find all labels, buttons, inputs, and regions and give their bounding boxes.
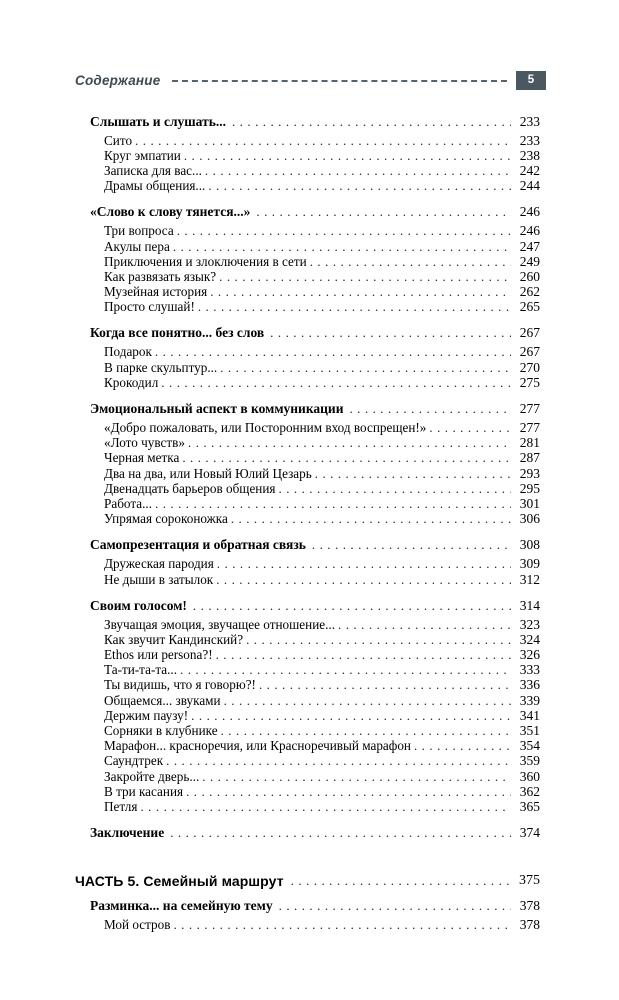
toc-row[interactable] [0, 663, 619, 678]
toc-row[interactable] [0, 148, 619, 163]
toc-row[interactable] [0, 739, 619, 754]
toc-entry-page-number: 333 [519, 662, 540, 678]
toc-entry-label: Как развязать язык? [104, 268, 217, 284]
dot-leader [220, 360, 511, 376]
dot-leader [173, 239, 511, 255]
toc-entry-page-number: 309 [519, 556, 540, 572]
dot-leader [338, 617, 511, 633]
dot-leader [202, 769, 511, 785]
toc-row[interactable] [0, 360, 619, 375]
toc-entry-page-number: 244 [519, 178, 540, 194]
toc-row[interactable] [0, 572, 619, 587]
toc-entry-label: Саундтрек [104, 753, 164, 769]
toc-entry-page-number: 324 [519, 631, 540, 647]
dot-leader [232, 114, 511, 130]
toc-entry-label: Закройте дверь... [104, 768, 200, 784]
toc-entry-page-number: 295 [519, 480, 540, 496]
dot-leader [182, 450, 511, 466]
toc-entry-label: Ты видишь, что я говорю?! [104, 677, 256, 693]
toc-row[interactable] [0, 163, 619, 178]
toc-entry-page-number: 314 [519, 597, 540, 613]
toc-row[interactable] [0, 345, 619, 360]
dot-leader [186, 784, 511, 800]
toc-entry-label: Звучащая эмоция, звучащее отношение... [104, 616, 336, 632]
toc-row[interactable] [0, 648, 619, 663]
toc-row[interactable] [0, 254, 619, 269]
toc-entry-label: Сито [104, 132, 133, 148]
toc-entry-label: Заключение [90, 825, 165, 841]
toc-entry-page-number: 351 [519, 723, 540, 739]
toc-entry-label: Не дыши в затылок [104, 571, 214, 587]
toc-row[interactable] [0, 436, 619, 451]
toc-row[interactable] [0, 918, 619, 933]
dot-leader [349, 401, 511, 417]
dot-leader [140, 799, 511, 815]
toc-entry-label: Упрямая сороконожка [104, 511, 228, 527]
dot-leader [208, 178, 511, 194]
toc-row[interactable] [0, 723, 619, 738]
dot-leader [219, 269, 511, 285]
dot-leader [155, 496, 511, 512]
toc-entry-page-number: 246 [519, 223, 540, 239]
dot-leader [161, 375, 511, 391]
toc-row[interactable] [0, 285, 619, 300]
toc-row[interactable] [0, 895, 619, 918]
toc-row[interactable] [0, 617, 619, 632]
running-head-title: Содержание [75, 72, 161, 88]
toc-entry-page-number: 378 [519, 898, 540, 914]
toc-entry-page-number: 233 [519, 113, 540, 129]
toc-row[interactable] [0, 632, 619, 647]
toc-row[interactable] [0, 397, 619, 420]
toc-entry-page-number: 242 [519, 162, 540, 178]
dot-leader [135, 133, 511, 149]
dot-leader [312, 537, 511, 553]
toc-entry-page-number: 277 [519, 400, 540, 416]
toc-entry-page-number: 339 [519, 692, 540, 708]
toc-entry-label: Круг эмпатии [104, 147, 181, 163]
toc-entry-page-number: 359 [519, 753, 540, 769]
dot-leader [246, 632, 511, 648]
toc-row[interactable] [0, 769, 619, 784]
toc-row[interactable] [0, 754, 619, 769]
toc-entry-page-number: 267 [519, 325, 540, 341]
toc-row[interactable] [0, 269, 619, 284]
toc-entry-page-number: 354 [519, 738, 540, 754]
toc-row[interactable] [0, 534, 619, 557]
toc-row[interactable] [0, 300, 619, 315]
dot-leader [177, 223, 511, 239]
toc-entry-page-number: 378 [519, 917, 540, 933]
toc-entry-label: Крокодил [104, 374, 159, 390]
toc-row[interactable] [0, 822, 619, 845]
toc-entry-label: Работа... [104, 495, 152, 511]
toc-entry-page-number: 341 [519, 707, 540, 723]
toc-entry-page-number: 326 [519, 647, 540, 663]
dot-leader [193, 598, 511, 614]
table-of-contents [0, 110, 619, 933]
toc-row[interactable] [0, 239, 619, 254]
toc-entry-page-number: 323 [519, 616, 540, 632]
toc-row[interactable] [0, 466, 619, 481]
toc-entry-page-number: 262 [519, 284, 540, 300]
toc-entry-label: Дружеская пародия [104, 556, 214, 572]
toc-row[interactable] [0, 110, 619, 133]
toc-entry-page-number: 375 [519, 872, 540, 888]
toc-entry-label: Ethos или persona?! [104, 647, 213, 663]
dot-leader [198, 299, 511, 315]
toc-row[interactable] [0, 784, 619, 799]
toc-entry-page-number: 306 [519, 511, 540, 527]
toc-entry-page-number: 308 [519, 537, 540, 553]
toc-entry-label: Эмоциональный аспект в коммуникации [90, 400, 344, 416]
toc-entry-label: В три касания [104, 783, 184, 799]
dot-leader [217, 556, 511, 572]
dashed-rule-icon [172, 80, 507, 82]
toc-entry-page-number: 362 [519, 783, 540, 799]
dot-leader [184, 148, 511, 164]
toc-row[interactable] [0, 322, 619, 345]
dot-leader [256, 204, 511, 220]
toc-entry-page-number: 301 [519, 495, 540, 511]
toc-entry-label: Слышать и слушать... [90, 113, 226, 129]
toc-entry-label: Подарок [104, 344, 152, 360]
toc-row[interactable] [0, 594, 619, 617]
toc-entry-label: Приключения и злоключения в сети [104, 253, 307, 269]
dot-leader [173, 917, 511, 933]
toc-entry-label: Держим паузу! [104, 707, 189, 723]
toc-entry-label: Два на два, или Новый Юлий Цезарь [104, 465, 312, 481]
running-head [75, 68, 546, 92]
toc-entry-page-number: 293 [519, 465, 540, 481]
toc-row[interactable] [0, 224, 619, 239]
toc-entry-label: Двенадцать барьеров общения [104, 480, 276, 496]
toc-entry-page-number: 233 [519, 132, 540, 148]
dot-leader [270, 325, 511, 341]
dot-leader [188, 435, 511, 451]
dot-leader [279, 481, 512, 497]
toc-entry-label: Своим голосом! [90, 597, 187, 613]
toc-entry-label: Разминка... на семейную тему [90, 898, 273, 914]
toc-entry-page-number: 360 [519, 768, 540, 784]
dot-leader [315, 466, 511, 482]
toc-entry-page-number: 270 [519, 359, 540, 375]
toc-row[interactable] [0, 708, 619, 723]
toc-row[interactable] [0, 133, 619, 148]
toc-entry-label: Петля [104, 798, 138, 814]
toc-row[interactable] [0, 867, 619, 895]
toc-entry-label: Мой остров [104, 917, 171, 933]
toc-row[interactable] [0, 557, 619, 572]
toc-entry-page-number: 267 [519, 344, 540, 360]
toc-entry-label: В парке скульптур... [104, 359, 218, 375]
toc-row[interactable] [0, 481, 619, 496]
toc-row[interactable] [0, 201, 619, 224]
dot-leader [429, 420, 511, 436]
toc-entry-label: Сорняки в клубнике [104, 723, 218, 739]
toc-row[interactable] [0, 693, 619, 708]
toc-entry-page-number: 365 [519, 798, 540, 814]
toc-entry-page-number: 277 [519, 420, 540, 436]
dot-leader [231, 511, 511, 527]
dot-leader [170, 825, 511, 841]
dot-leader [414, 738, 511, 754]
toc-entry-page-number: 312 [519, 571, 540, 587]
dot-leader [310, 254, 511, 270]
dot-leader [216, 572, 511, 588]
toc-entry-page-number: 265 [519, 299, 540, 315]
dot-leader [279, 898, 511, 914]
toc-entry-page-number: 336 [519, 677, 540, 693]
dot-leader [166, 753, 511, 769]
toc-row[interactable] [0, 496, 619, 511]
toc-entry-page-number: 246 [519, 204, 540, 220]
toc-entry-label: Музейная история [104, 284, 208, 300]
toc-entry-page-number: 287 [519, 450, 540, 466]
toc-entry-page-number: 249 [519, 253, 540, 269]
toc-entry-label: «Лото чувств» [104, 435, 185, 451]
dot-leader [180, 662, 511, 678]
toc-entry-label: Та-ти-та-та... [104, 662, 178, 678]
dot-leader [216, 647, 511, 663]
toc-entry-label: Когда все понятно... без слов [90, 325, 265, 341]
toc-entry-label: Драмы общения... [104, 178, 206, 194]
dot-leader [259, 677, 511, 693]
toc-entry-page-number: 281 [519, 435, 540, 451]
toc-entry-page-number: 275 [519, 374, 540, 390]
toc-entry-label: «Добро пожаловать, или Посторонним вход воспрещен!» [104, 420, 427, 436]
toc-entry-page-number: 260 [519, 268, 540, 284]
toc-entry-page-number: 238 [519, 147, 540, 163]
toc-row[interactable] [0, 799, 619, 814]
toc-row[interactable] [0, 375, 619, 390]
toc-entry-label: Самопрезентация и обратная связь [90, 537, 306, 553]
dot-leader [221, 723, 511, 739]
dot-leader [205, 163, 511, 179]
toc-row[interactable] [0, 179, 619, 194]
toc-entry-label: Общаемся... звуками [104, 692, 221, 708]
toc-row[interactable] [0, 451, 619, 466]
toc-row[interactable] [0, 678, 619, 693]
toc-entry-label: ЧАСТЬ 5. Семейный маршрут [75, 872, 284, 889]
toc-entry-label: Акулы пера [104, 238, 170, 254]
toc-row[interactable] [0, 420, 619, 435]
dot-leader [155, 344, 511, 360]
toc-row[interactable] [0, 512, 619, 527]
toc-entry-label: Просто слушай! [104, 299, 195, 315]
toc-entry-label: Черная метка [104, 450, 180, 466]
toc-entry-label: Три вопроса [104, 223, 174, 239]
toc-entry-page-number: 374 [519, 825, 540, 841]
toc-entry-label: Записка для вас... [104, 162, 202, 178]
toc-entry-page-number: 247 [519, 238, 540, 254]
toc-entry-label: «Слово к слову тянется...» [90, 204, 251, 220]
dot-leader [191, 708, 511, 724]
toc-entry-label: Марафон... красноречия, или Красноречивый марафон [104, 738, 411, 754]
page-folio-badge: 5 [516, 71, 546, 90]
dot-leader [210, 284, 511, 300]
dot-leader [291, 873, 511, 889]
toc-entry-label: Как звучит Кандинский? [104, 631, 244, 647]
dot-leader [224, 693, 511, 709]
